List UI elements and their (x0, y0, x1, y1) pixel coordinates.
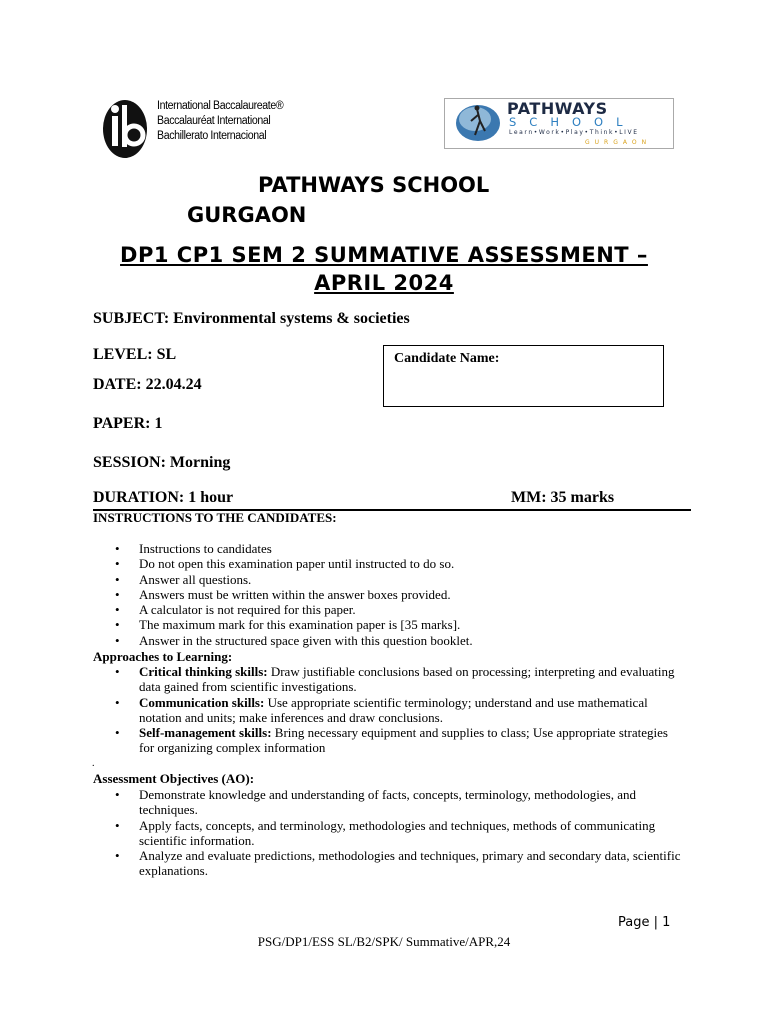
list-item-text: Demonstrate knowledge and understanding of facts, concepts, terminology, methodologies, and techniques. (139, 787, 637, 818)
ib-emblem-icon (101, 95, 153, 159)
ao-list (93, 787, 683, 879)
ib-line-1: International Baccalaureate® (157, 100, 284, 112)
atl-heading: Approaches to Learning: (93, 649, 233, 664)
atl-list (93, 664, 683, 756)
pathways-logo-city: GURGAON (585, 139, 652, 146)
max-marks-field: MM: 35 marks (511, 489, 615, 506)
globe-runner-icon (453, 101, 503, 145)
list-item: • Answer all questions. (115, 571, 252, 587)
candidate-name-box[interactable] (383, 345, 664, 407)
exam-title-line-2: APRIL 2024 (314, 271, 454, 295)
atl-text: Draw justifiable conclusions based on processing; interpreting and evaluating data gained from scientific investigations. (139, 664, 675, 695)
date-field: DATE: 22.04.24 (93, 376, 202, 393)
candidate-name-label: Candidate Name: (394, 351, 500, 366)
list-item: • Self-management skills: Bring necessary equipment and supplies to class; Use appropriate strategies for organizing complex information (115, 725, 668, 756)
session-field: SESSION: Morning (93, 454, 231, 471)
duration-row (93, 489, 691, 511)
list-item-text: Answer all questions. (139, 571, 252, 587)
list-item-text: A calculator is not required for this paper. (139, 602, 356, 618)
list-item-text: Answer in the structured space given with this question booklet. (139, 632, 473, 648)
list-item: • Communication skills: Use appropriate scientific terminology; understand and use mathematical notation and units; make inferences and draw conclusions. (115, 694, 648, 725)
pathways-logo-tagline: Learn•Work•Play•Think•LIVE (509, 129, 639, 136)
list-item: • Apply facts, concepts, and terminology, methodologies and techniques, methods of communicating scientific information. (115, 817, 656, 848)
list-item: • Do not open this examination paper until instructed to do so. (115, 556, 455, 572)
list-item-text: Do not open this examination paper until instructed to do so. (139, 556, 455, 572)
list-item: • Critical thinking skills: Draw justifiable conclusions based on processing; interpreting and evaluating data gained from scientific investigations. (115, 664, 675, 695)
paper-field: PAPER: 1 (93, 415, 163, 432)
pathways-logo (444, 98, 674, 149)
atl-label: Communication skills: (139, 694, 265, 710)
list-item: • Answer in the structured space given with this question booklet. (115, 632, 473, 648)
atl-text: Bring necessary equipment and supplies to class; Use appropriate strategies for organizing complex information (139, 725, 668, 756)
list-item-text: Instructions to candidates (139, 541, 272, 556)
list-item-text: Analyze and evaluate predictions, methodologies and techniques, primary and secondary data, scientific explanations. (139, 848, 681, 879)
atl-label: Critical thinking skills: (139, 664, 268, 679)
instructions-heading: INSTRUCTIONS TO THE CANDIDATES: (93, 510, 337, 525)
instructions-list (93, 541, 683, 648)
page-number: Page | 1 (618, 915, 671, 930)
list-item: • Demonstrate knowledge and understanding of facts, concepts, terminology, methodologies, and techniques. (115, 787, 637, 818)
list-item-text: The maximum mark for this examination paper is [35 marks]. (139, 617, 461, 633)
list-item: • Analyze and evaluate predictions, methodologies and techniques, primary and secondary data, scientific explanations. (115, 848, 681, 879)
atl-text: Use appropriate scientific terminology; understand and use mathematical notation and units; make inferences and draw conclusions. (139, 694, 648, 725)
school-name: PATHWAYS SCHOOL (258, 173, 490, 197)
stray-dot: . (92, 758, 95, 769)
ib-line-2: Baccalauréat International (157, 115, 271, 127)
footer-code: PSG/DP1/ESS SL/B2/SPK/ Summative/APR,24 (257, 934, 511, 949)
list-item-text: Answers must be written within the answer boxes provided. (139, 586, 451, 602)
pathways-logo-school: SCHOOL (509, 115, 636, 129)
exam-title-line-1: DP1 CP1 SEM 2 SUMMATIVE ASSESSMENT – (120, 243, 648, 267)
list-item: • Instructions to candidates (115, 541, 272, 556)
atl-label: Self-management skills: (139, 725, 272, 741)
duration-field: DURATION: 1 hour (93, 489, 234, 506)
list-item: • The maximum mark for this examination paper is [35 marks]. (115, 617, 461, 633)
level-field: LEVEL: SL (93, 346, 177, 363)
pathways-logo-title: PATHWAYS (507, 99, 608, 118)
subject-field: SUBJECT: Environmental systems & societies (93, 310, 410, 327)
school-city: GURGAON (187, 203, 307, 227)
list-item: • Answers must be written within the answer boxes provided. (115, 586, 451, 602)
ao-heading: Assessment Objectives (AO): (93, 771, 255, 786)
list-item-text: Apply facts, concepts, and terminology, methodologies and techniques, methods of communicating scientific information. (139, 817, 656, 848)
ib-logo (101, 95, 301, 159)
ib-line-3: Bachillerato Internacional (157, 130, 267, 142)
list-item: • A calculator is not required for this paper. (115, 602, 356, 618)
